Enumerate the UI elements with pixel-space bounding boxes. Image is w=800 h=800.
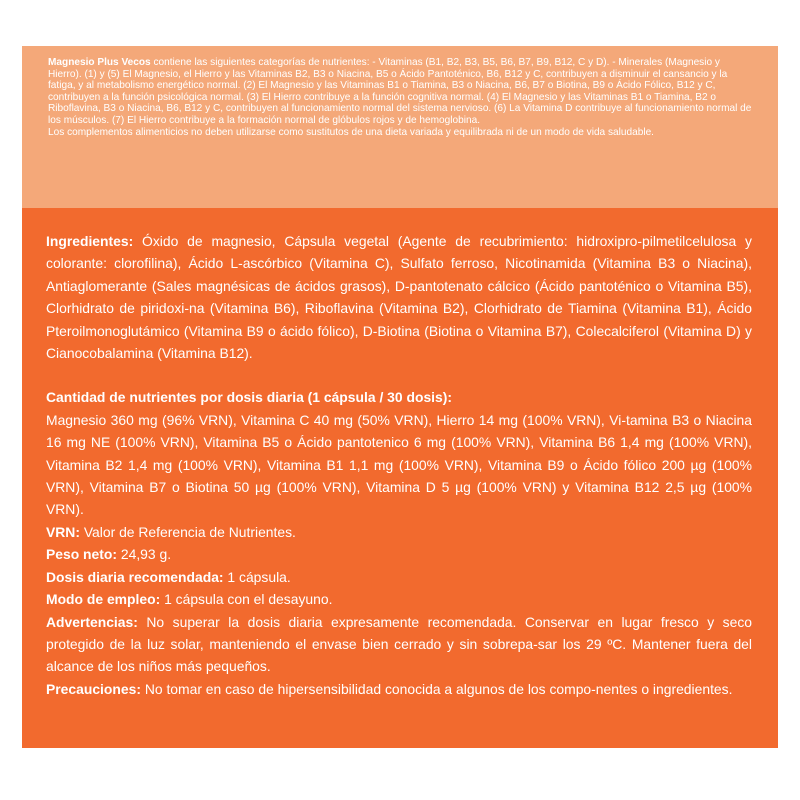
nutrients-heading-text: Cantidad de nutrientes por dosis diaria (1 cápsula / 30 dosis): — [46, 389, 453, 406]
vrn-text: Valor de Referencia de Nutrientes. — [79, 523, 296, 540]
usage-label: Modo de empleo: — [46, 591, 161, 608]
nutrient-claims-paragraph — [48, 57, 754, 127]
ingredients-paragraph — [46, 230, 752, 364]
section-spacer — [46, 364, 752, 386]
ingredients-text: Óxido de magnesio, Cápsula vegetal (Agente de recubrimiento: hidroxipro-pilmetilcelulosa y colorante: clorofilina), Ácido L-ascórbico (Vitamina C), Sulfato ferroso, Nicotinamida (Vitamina B3 o Niacina), Antiaglomerante (Sales magnésicas de ácidos grasos), D-pantotenato cálcico (Ácido pantoténico o Vitamina B5), Clorhidrato de piridoxi-na (Vitamina B6), Riboflavina (Vitamina B2), Clorhidrato de Tiamina (Vitamina B1), Ácido Pteroilmonoglutámico (Vitamina B9 o ácido fólico), D-Biotina (Biotina o Vitamina B7), Colecalciferol (Vitamina D) y Cianocobalamina (Vitamina B12). — [46, 233, 752, 362]
precautions-text: No tomar en caso de hipersensibilidad conocida a algunos de los compo-nentes o ingredientes. — [140, 680, 733, 697]
nutrient-claims-text: contiene las siguientes categorías de nutrientes: - Vitaminas (B1, B2, B3, B5, B6, B7, B9, B12, C y D). - Minerales (Magnesio y Hierro). (1) y (5) El Magnesio, el Hierro y las Vitaminas B2, B3 o Niacina, B5 o Ácido Pantoténico, B6, B12 y C, contribuyen a disminuir el cansancio y la fatiga, y al metabolismo energético normal. (2) El Magnesio y las Vitaminas B1 o Tiamina, B3 o Niacina, B6, B7 o Biotina, B9 o Ácido Fólico, B12 y C, contribuyen a la función psicológica normal. (3) El Hierro contribuye a la función cognitiva normal. (4) El Magnesio y las Vitaminas B1 o Tiamina, B2 o Riboflavina, B3 o Niacina, B6, B12 y C, contribuyen al funcionamiento normal del sistema nervioso. (6) La Vitamina D contribuye al funcionamiento normal de los músculos. (7) El Hierro contribuye a la formación normal de glóbulos rojos y de hemoglobina. — [48, 57, 752, 126]
daily-dose-value: 1 cápsula. — [223, 568, 291, 585]
vrn-line — [46, 521, 752, 543]
nutrients-heading — [46, 386, 752, 408]
precautions-label: Precauciones: — [46, 680, 141, 697]
warnings-paragraph — [46, 611, 752, 678]
ingredients-label: Ingredientes: — [46, 233, 134, 249]
precautions-paragraph — [46, 678, 752, 700]
daily-dose-line — [46, 566, 752, 588]
label-main-text — [22, 208, 778, 700]
net-weight-line — [46, 543, 752, 565]
supplement-disclaimer: Los complementos alimenticios no deben utilizarse como sustitutos de una dieta variada y equilibrada ni de un modo de vida saludable. — [48, 126, 654, 138]
usage-text: 1 cápsula con el desayuno. — [160, 591, 333, 608]
usage-line — [46, 588, 752, 610]
vrn-label: VRN: — [46, 523, 80, 540]
net-weight-value: 24,93 g. — [117, 546, 172, 563]
net-weight-label: Peso neto: — [46, 546, 118, 563]
daily-dose-label: Dosis diaria recomendada: — [46, 568, 224, 585]
product-label-panel — [22, 46, 778, 748]
warnings-label: Advertencias: — [46, 613, 138, 630]
brand-name: Magnesio Plus Vecos — [48, 57, 151, 68]
warnings-text: No superar la dosis diaria expresamente recomendada. Conservar en lugar fresco y seco protegido de la luz solar, manteniendo el envase bien cerrado y sin sobrepa-sar los 29 ºC. Mantener fuera del alcance de los niños más pequeños. — [46, 613, 752, 675]
nutrients-list: Magnesio 360 mg (96% VRN), Vitamina C 40 mg (50% VRN), Hierro 14 mg (100% VRN), Vi-tamina B3 o Niacina 16 mg NE (100% VRN), Vitamina B5 o Ácido pantotenico 6 mg (100% VRN), Vitamina B6 1,4 mg (100% VRN), Vitamina B2 1,4 mg (100% VRN), Vitamina B1 1,1 mg (100% VRN), Vitamina B9 o Ácido fólico 200 µg (100% VRN), Vitamina B7 o Biotina 50 µg (100% VRN), Vitamina D 5 µg (100% VRN) y Vitamina B12 2,5 µg (100% VRN). — [46, 411, 752, 518]
nutrient-claims-band — [22, 46, 778, 208]
